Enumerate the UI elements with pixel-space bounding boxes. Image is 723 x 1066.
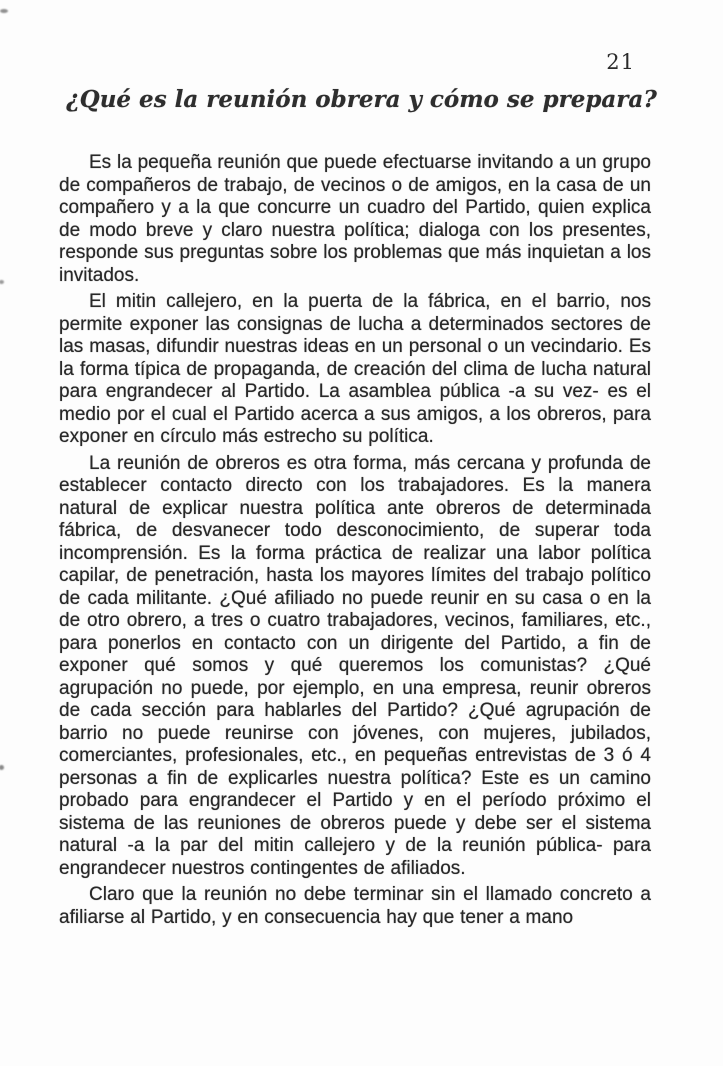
body-paragraph: Claro que la reunión no debe terminar sin el llamado concreto a afiliarse al Partido, y en consecuencia hay que tener a mano (59, 884, 651, 928)
scan-artifact-speck (0, 280, 4, 284)
scan-artifact-speck (0, 9, 8, 13)
page-number: 21 (606, 50, 635, 74)
body-paragraph: La reunión de obreros es otra forma, más cercana y profunda de establecer contacto directo con los trabajadores. Es la manera natural de explicar nuestra política ante obreros de determinada fábrica, de desvanecer todo desconocimiento, de superar toda incomprensión. Es la forma práctica de realizar una labor política capilar, de penetración, hasta los mayores límites del trabajo político de cada militante. ¿Qué afiliado no puede reunir en su casa o en la de otro obrero, a tres o cuatro trabajadores, vecinos, familiares, etc., para ponerlos en contacto con un dirigente del Partido, a fin de exponer qué somos y qué queremos los comunistas? ¿Qué agrupación no puede, por ejemplo, en una empresa, reunir obreros de cada sección para hablarles del Partido? ¿Qué agrupación de barrio no puede reunirse con jóvenes, con mujeres, jubilados, comerciantes, profesionales, etc., en pequeñas entrevistas de 3 ó 4 personas a fin de explicarles nuestra política? Este es un camino probado para engrandecer el Partido y en el período próximo el sistema de las reuniones de obreros puede y debe ser el sistema natural -a la par del mitin callejero y de la reunión pública- para engrandecer nuestros contingentes de afiliados. (59, 452, 651, 879)
document-body (59, 152, 651, 933)
body-paragraph: Es la pequeña reunión que puede efectuarse invitando a un grupo de compañeros de trabajo, de vecinos o de amigos, en la casa de un compañero y a la que concurre un cuadro del Partido, quien explica de modo breve y claro nuestra política; dialoga con los presentes, responde sus preguntas sobre los problemas que más inquietan a los invitados. (59, 152, 651, 286)
body-paragraph: El mitin callejero, en la puerta de la fábrica, en el barrio, nos permite exponer las consignas de lucha a determinados sectores de las masas, difundir nuestras ideas en un personal o un vecindario. Es la forma típica de propaganda, de creación del clima de lucha natural para engrandecer al Partido. La asamblea pública -a su vez- es el medio por el cual el Partido acerca a sus amigos, a los obreros, para exponer en círculo más estrecho su política. (59, 291, 651, 447)
page-title: ¿Qué es la reunión obrera y cómo se prepara? (66, 86, 657, 113)
scan-artifact-speck (0, 765, 4, 770)
